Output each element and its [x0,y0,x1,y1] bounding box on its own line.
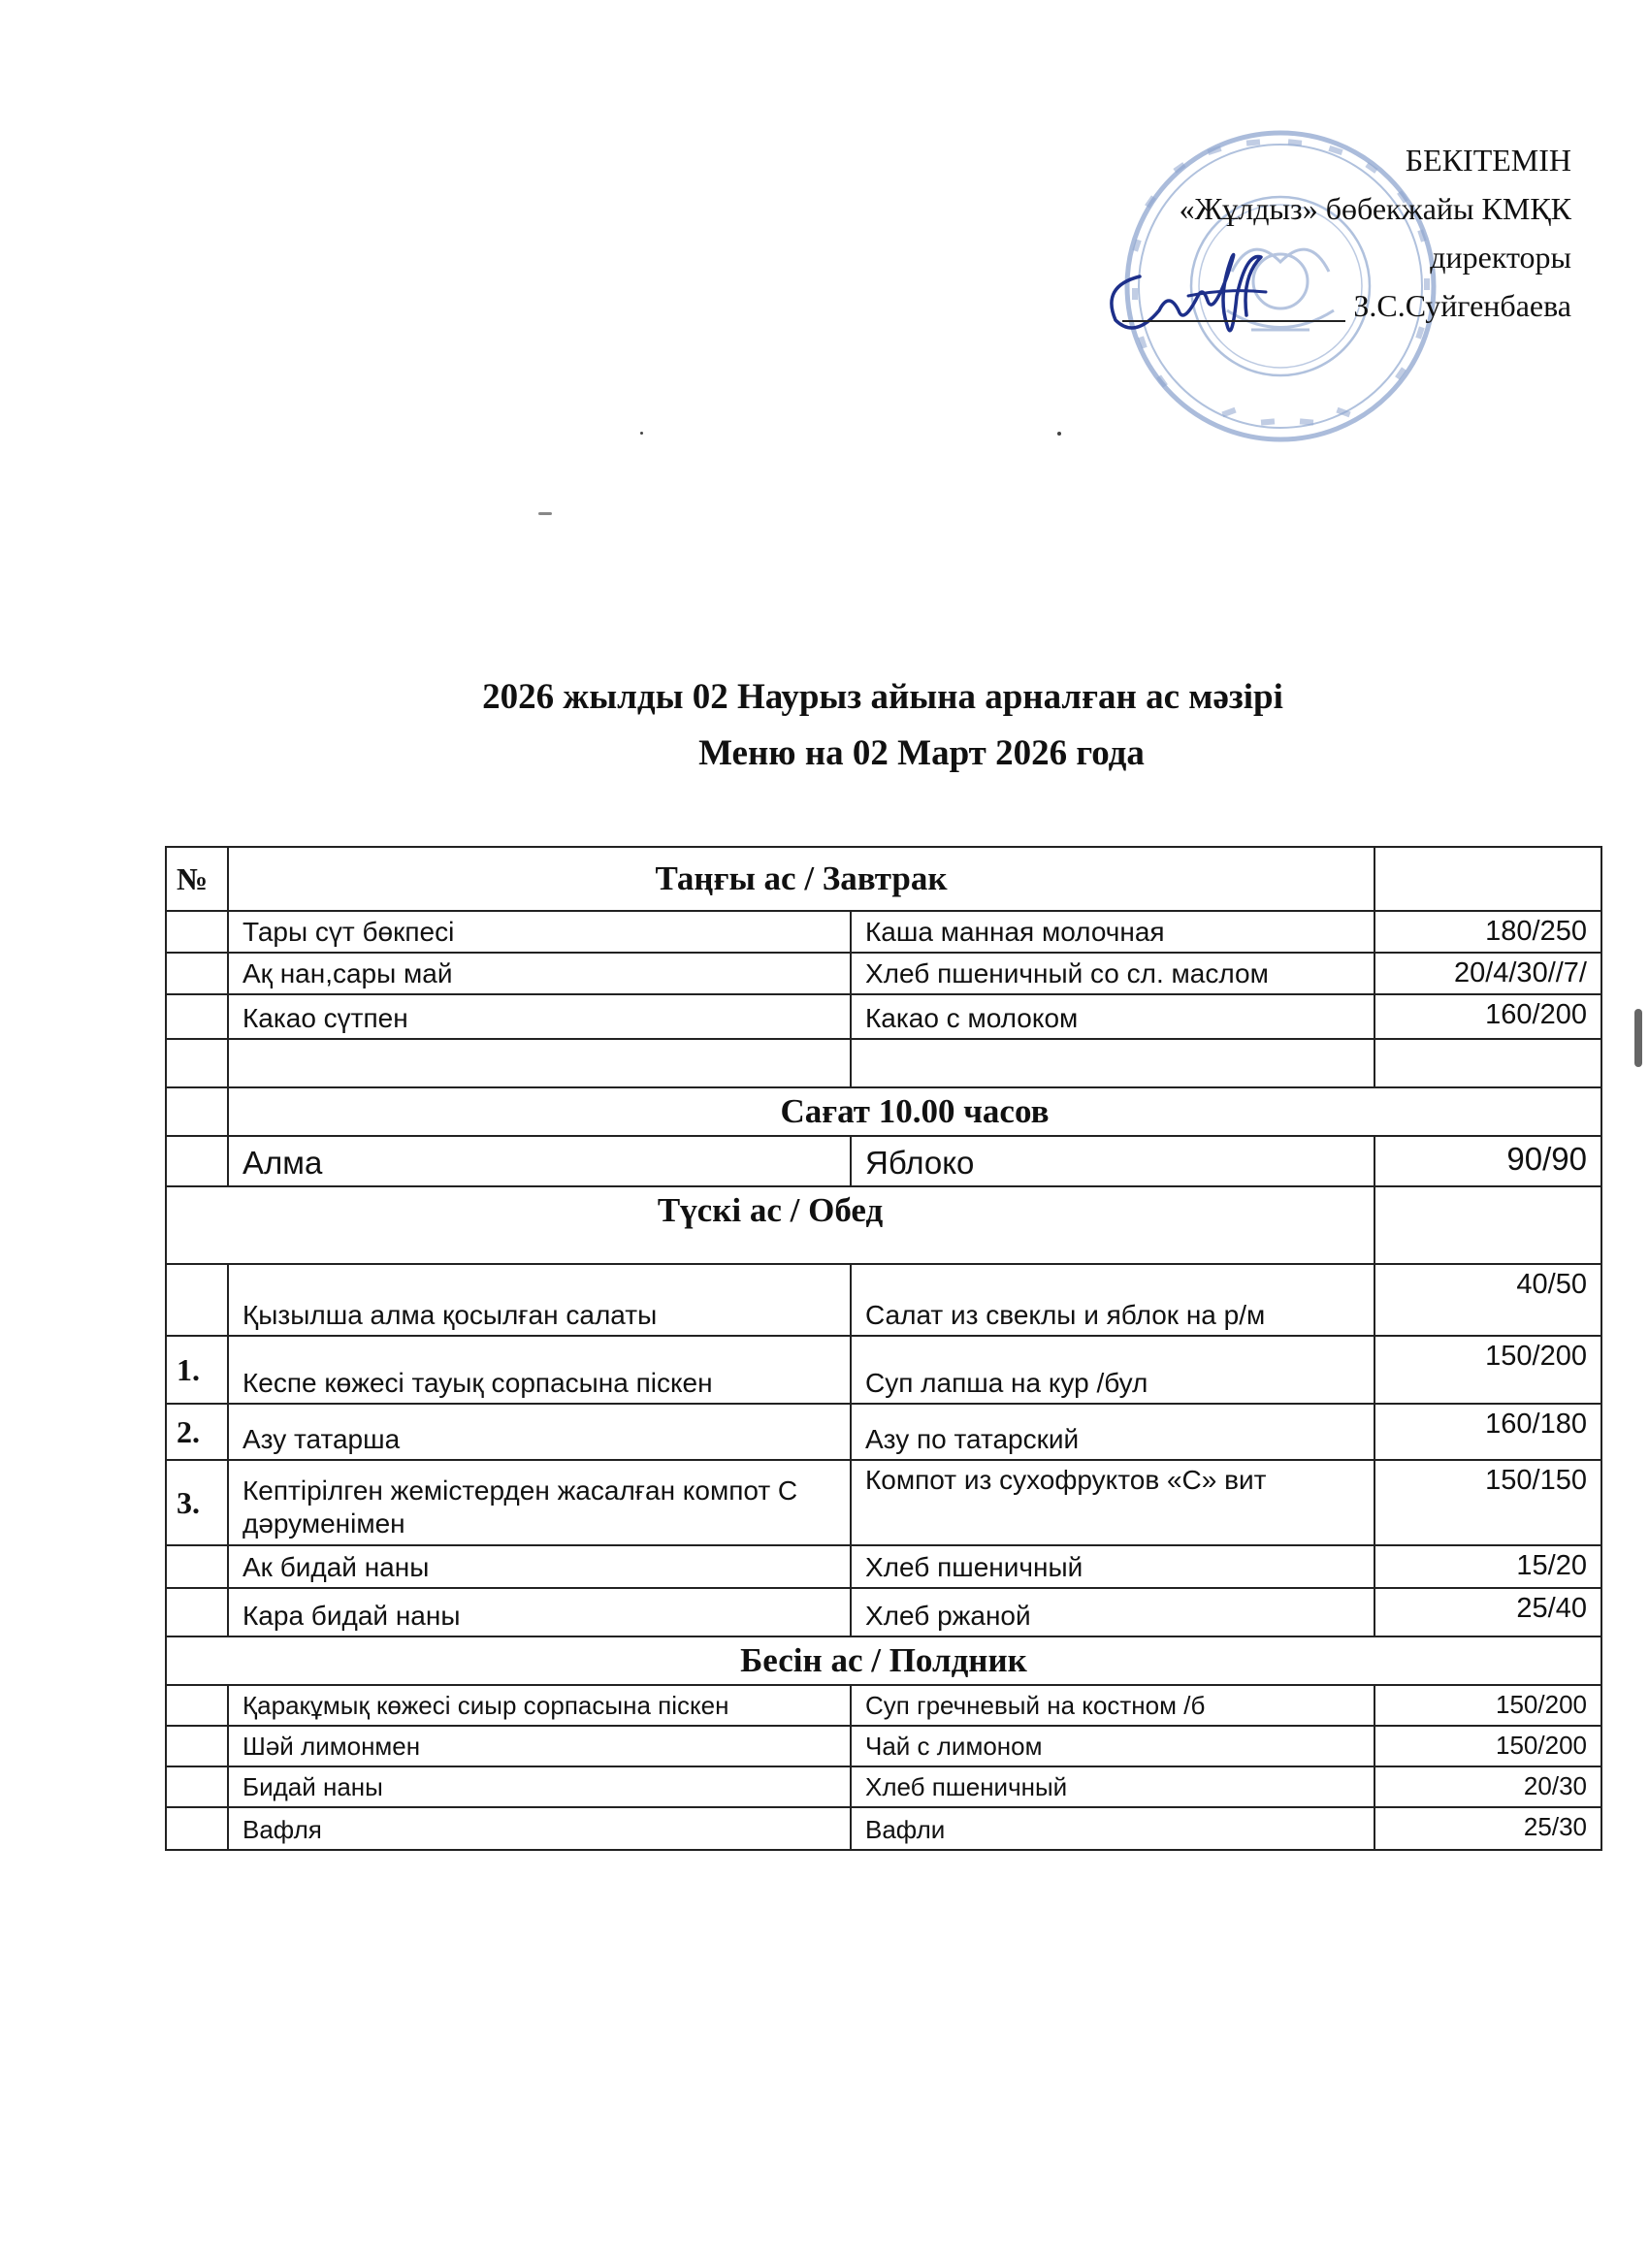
dish-kz: Ақ нан,сары май [228,953,851,994]
table-row [166,1460,1601,1545]
empty-cell [851,1039,1374,1087]
empty-cell [166,1766,228,1807]
table-row [166,1545,1601,1588]
dish-kz: Қызылша алма қосылған салаты [228,1264,851,1336]
dish-ru: Какао с молоком [851,994,1374,1039]
empty-cell [166,1685,228,1726]
table-row [166,1136,1601,1186]
approval-block [970,136,1571,330]
table-row [166,1087,1601,1136]
dish-kz: Қаракұмық көжесі сиыр сорпасына піскен [228,1685,851,1726]
table-row [166,994,1601,1039]
menu-table [165,846,1602,1851]
document-title [291,669,1552,782]
portion: 150/200 [1374,1685,1601,1726]
table-row [166,847,1601,911]
lunch-header: Түскі ас / Обед [166,1186,1374,1264]
portion: 25/40 [1374,1588,1601,1636]
table-row [166,1588,1601,1636]
portion: 40/50 [1374,1264,1601,1336]
empty-cell [166,1726,228,1766]
portion: 20/30 [1374,1766,1601,1807]
table-row [166,1336,1601,1404]
table-row [166,1186,1601,1264]
signature-underline [1122,320,1345,322]
approval-signature-line [970,281,1571,330]
dish-kz: Азу татарша [228,1404,851,1460]
table-row [166,1264,1601,1336]
dish-ru: Хлеб ржаной [851,1588,1374,1636]
portion: 25/30 [1374,1807,1601,1850]
number-header: № [166,847,228,911]
dish-ru: Суп гречневый на костном /б [851,1685,1374,1726]
dish-ru: Хлеб пшеничный [851,1545,1374,1588]
table-row [166,1766,1601,1807]
empty-cell [166,953,228,994]
empty-cell [166,1545,228,1588]
portion: 160/200 [1374,994,1601,1039]
empty-cell [1374,1186,1601,1264]
table-row [166,1726,1601,1766]
afternoon-header: Бесін ас / Полдник [166,1636,1601,1685]
empty-cell [166,1039,228,1087]
dish-ru: Чай с лимоном [851,1726,1374,1766]
dish-kz: Кеспе көжесі тауық сорпасына піскен [228,1336,851,1404]
empty-cell [1374,1039,1601,1087]
item-number: 2. [166,1404,228,1460]
dish-kz: Какао сүтпен [228,994,851,1039]
empty-cell [166,1588,228,1636]
approval-organization: «Жұлдыз» бөбекжайы КМҚК [1179,191,1571,226]
table-row [166,1636,1601,1685]
dish-ru: Яблоко [851,1136,1374,1186]
breakfast-header: Таңғы ас / Завтрак [228,847,1374,911]
dish-kz: Ак бидай наны [228,1545,851,1588]
portion: 20/4/30//7/ [1374,953,1601,994]
dish-kz: Бидай наны [228,1766,851,1807]
title-russian: Меню на 02 Март 2026 года [698,733,1145,773]
portion: 15/20 [1374,1545,1601,1588]
scan-speck [1057,432,1061,436]
empty-cell [166,1807,228,1850]
title-kazakh: 2026 жылды 02 Наурыз айына арналған ас мәзірі [482,677,1283,717]
empty-cell [166,994,228,1039]
dish-kz: Вафля [228,1807,851,1850]
table-row [166,1404,1601,1460]
scan-speck [640,432,643,435]
table-row [166,1807,1601,1850]
scan-speck [1634,1009,1642,1067]
dish-kz: Кара бидай наны [228,1588,851,1636]
dish-ru: Хлеб пшеничный со сл. маслом [851,953,1374,994]
table-row [166,911,1601,953]
dish-kz: Тары сүт бөкпесі [228,911,851,953]
snack-header: Сағат 10.00 часов [228,1087,1601,1136]
dish-ru: Хлеб пшеничный [851,1766,1374,1807]
dish-kz: Шәй лимонмен [228,1726,851,1766]
dish-ru: Салат из свеклы и яблок на р/м [851,1264,1374,1336]
item-number [166,1264,228,1336]
table-row [166,1685,1601,1726]
portion: 160/180 [1374,1404,1601,1460]
empty-cell [166,1136,228,1186]
portion: 90/90 [1374,1136,1601,1186]
dish-ru: Суп лапша на кур /бул [851,1336,1374,1404]
dish-ru: Компот из сухофруктов «С» вит [851,1460,1374,1545]
portion: 150/200 [1374,1726,1601,1766]
empty-cell [166,1087,228,1136]
approval-position: директоры [1430,240,1571,275]
dish-ru: Каша манная молочная [851,911,1374,953]
approval-heading: БЕКІТЕМІН [1405,143,1571,178]
table-row [166,1039,1601,1087]
portion: 150/150 [1374,1460,1601,1545]
dish-ru: Вафли [851,1807,1374,1850]
dish-ru: Азу по татарский [851,1404,1374,1460]
dish-kz: Алма [228,1136,851,1186]
item-number: 3. [166,1460,228,1545]
portion: 150/200 [1374,1336,1601,1404]
director-name: З.С.Суйгенбаева [1353,288,1571,323]
item-number: 1. [166,1336,228,1404]
empty-cell [166,911,228,953]
empty-cell [1374,847,1601,911]
scan-speck [538,512,552,515]
empty-cell [228,1039,851,1087]
table-row [166,953,1601,994]
dish-kz: Кептірілген жемістерден жасалған компот С дәруменімен [228,1460,851,1545]
portion: 180/250 [1374,911,1601,953]
